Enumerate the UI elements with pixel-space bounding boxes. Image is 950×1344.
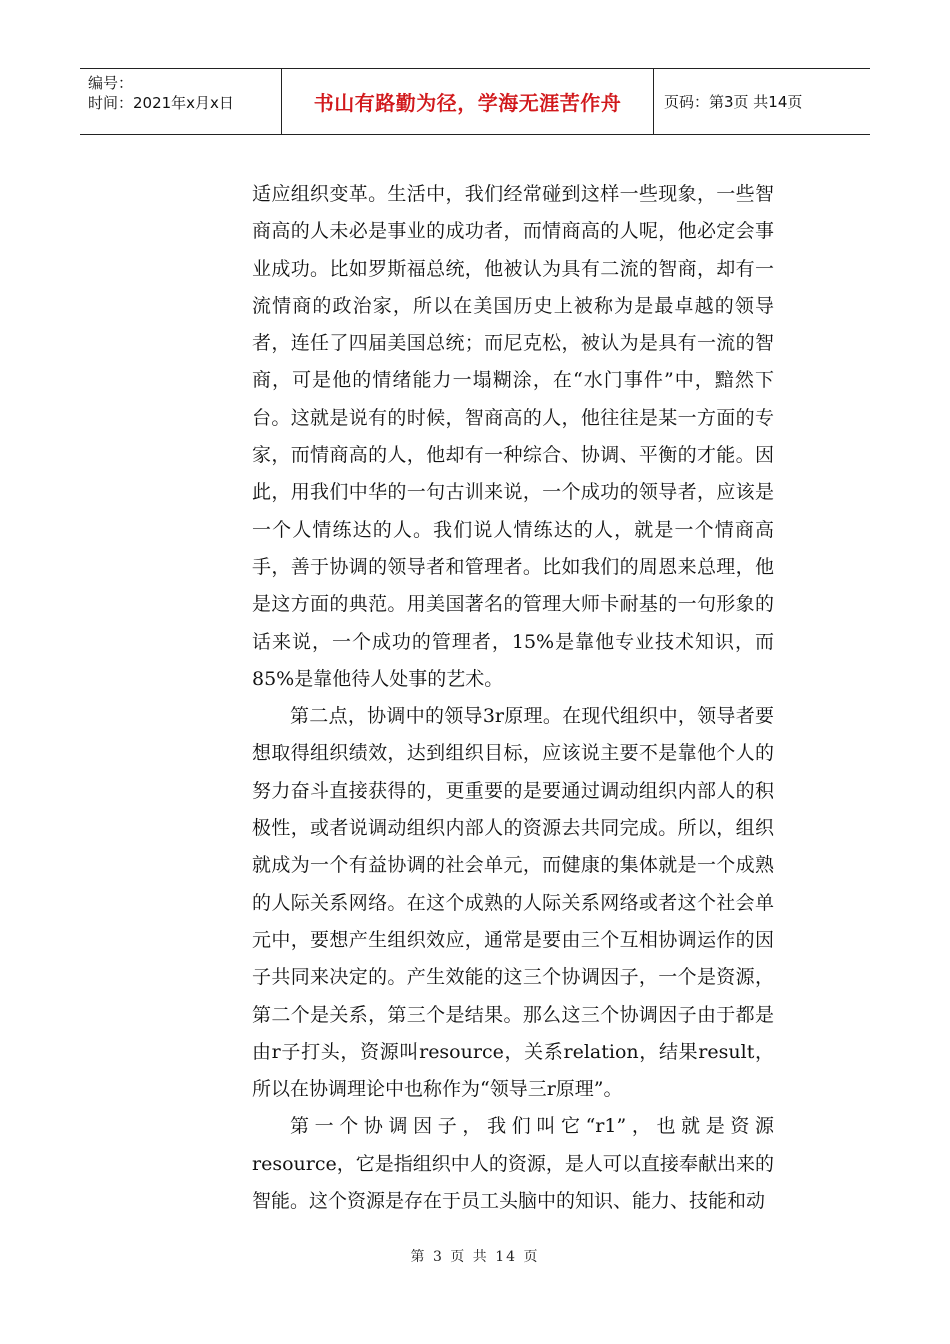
header-motto-cell	[281, 69, 654, 134]
page-footer	[0, 1246, 950, 1266]
document-date: 时间：2021年x月x日	[88, 94, 234, 112]
page-header	[80, 68, 870, 135]
page-info: 页码：第3页 共14页	[664, 93, 803, 111]
paragraph-1: 适应组织变革。生活中，我们经常碰到这样一些现象，一些智商高的人未必是事业的成功者，而情商高的人呢，他必定会事业成功。比如罗斯福总统，他被认为具有二流的智商，却有一流情商的政治家，所以在美国历史上被称为是最卓越的领导者，连任了四届美国总统；而尼克松，被认为是具有一流的智商，可是他的情绪能力一塌糊涂，在“水门事件”中，黯然下台。这就是说有的时候，智商高的人，他往往是某一方面的专家，而情商高的人，他却有一种综合、协调、平衡的才能。因此，用我们中华的一句古训来说，一个成功的领导者，应该是一个人情练达的人。我们说人情练达的人，就是一个情商高手，善于协调的领导者和管理者。比如我们的周恩来总理，他是这方面的典范。用美国著名的管理大师卡耐基的一句形象的话来说，一个成功的管理者，15%是靠他专业技术知识，而85%是靠他待人处事的艺术。	[252, 183, 774, 690]
footer-page-number: 第 3 页 共 14 页	[410, 1249, 540, 1265]
motto-text: 书山有路勤为径，学海无涯苦作舟	[313, 91, 622, 115]
paragraph-2: 第二点，协调中的领导3r原理。在现代组织中，领导者要想取得组织绩效，达到组织目标，应该说主要不是靠他个人的努力奋斗直接获得的，更重要的是要通过调动组织内部人的积极性，或者说调动组织内部人的资源去共同完成。所以，组织就成为一个有益协调的社会单元，而健康的集体就是一个成熟的人际关系网络。在这个成熟的人际关系网络或者这个社会单元中，要想产生组织效应，通常是要由三个互相协调运作的因子共同来决定的。产生效能的这三个协调因子，一个是资源，第二个是关系，第三个是结果。那么这三个协调因子由于都是由r子打头，资源叫resource，关系relation，结果result，所以在协调理论中也称作为“领导三r原理”。	[252, 705, 774, 1101]
document-body	[252, 176, 774, 1220]
header-meta	[80, 69, 281, 134]
header-page-info-cell	[654, 69, 870, 134]
paragraph-3: 第一个协调因子，我们叫它“r1”，也就是资源resource，它是指组织中人的资源，是人可以直接奉献出来的智能。这个资源是存在于员工头脑中的知识、能力、技能和动	[252, 1115, 774, 1213]
document-number-label: 编号：	[88, 74, 134, 92]
